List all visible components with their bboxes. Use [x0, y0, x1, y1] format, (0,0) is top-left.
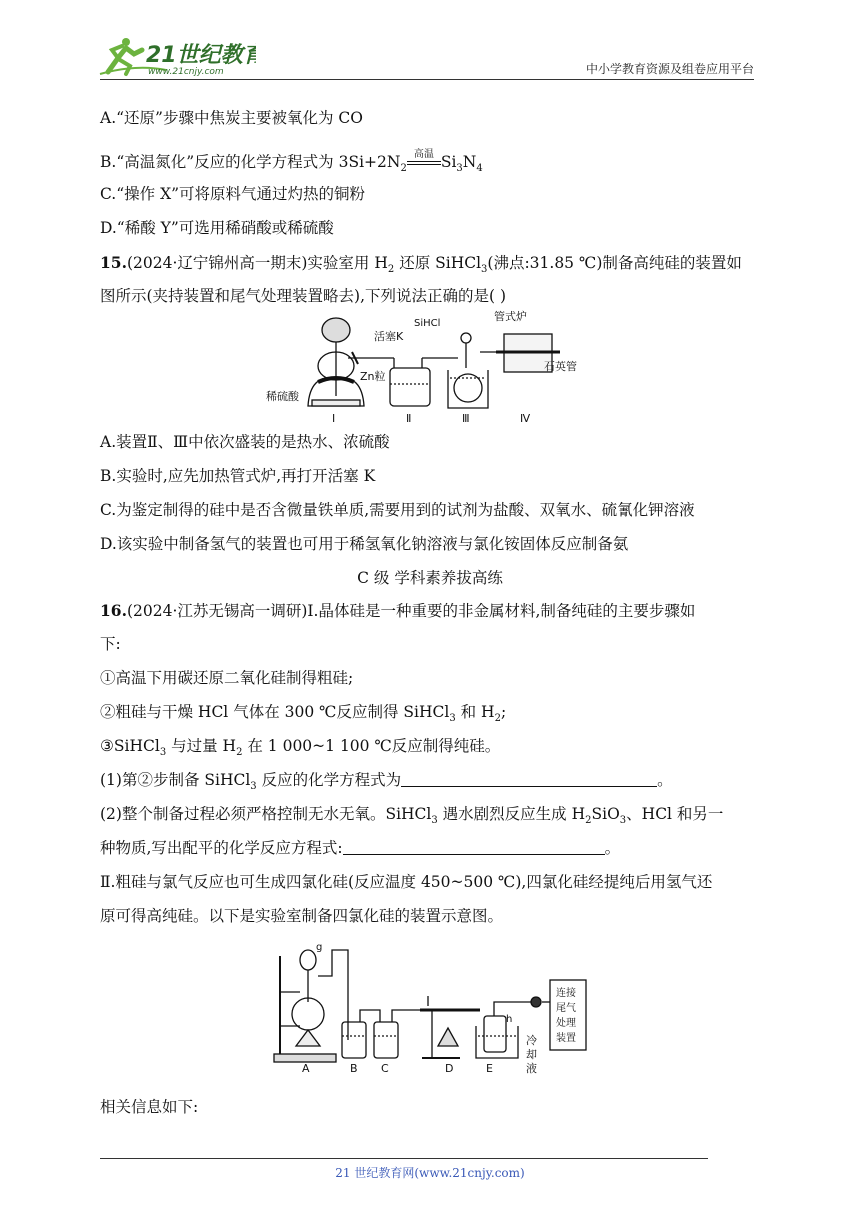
q15-option-b: B.实验时,应先加热管式炉,再打开活塞 K	[100, 467, 376, 485]
label-A: A	[302, 1062, 310, 1075]
q15-option-c: C.为鉴定制得的硅中是否含微量铁单质,需要用到的试剂为盐酸、双氧水、硫氰化钾溶液	[100, 501, 695, 519]
label-valve-k: 活塞K	[374, 330, 404, 343]
label-C: C	[381, 1062, 389, 1075]
q16-step-2: ②粗硅与干燥 HCl 气体在 300 ℃反应制得 SiHCl$_3$ 和 $H_2$;	[100, 703, 507, 725]
q14-option-b: B.“高温氮化”反应的化学方程式为 $3Si+2N_2$ 高温 $Si_3N_4$	[100, 149, 483, 175]
label-tail-4: 装置	[556, 1033, 576, 1044]
section-title: C 级 学科素养拔高练	[357, 569, 503, 587]
q16-part-1: (1)第②步制备 SiHCl$_3$ 反应的化学方程式为 。	[100, 771, 673, 793]
label-dilute-sulfuric: 稀硫酸	[266, 390, 299, 403]
footer-text: 21 世纪教育网(www.21cnjy.com)	[335, 1166, 525, 1180]
logo-url: www.21cnjy.com	[148, 67, 224, 77]
q15-option-d: D.该实验中制备氢气的装置也可用于稀氢氧化钠溶液与氯化铵固体反应制备氨	[100, 535, 629, 553]
label-IV: Ⅳ	[520, 412, 531, 425]
q14-option-d: D.“稀酸 Y”可选用稀硝酸或稀硫酸	[100, 219, 334, 237]
label-E: E	[486, 1062, 493, 1075]
header-divider	[100, 79, 754, 80]
q15-stem-line2: 图所示(夹持装置和尾气处理装置略去),下列说法正确的是( )	[100, 287, 507, 305]
label-D: D	[445, 1062, 454, 1075]
label-quartz-tube: 石英管	[544, 360, 577, 373]
q16-part-2-line2: 种物质,写出配平的化学反应方程式: 。	[100, 839, 621, 857]
label-tail-3: 处理	[556, 1018, 576, 1029]
platform-name: 中小学教育资源及组卷应用平台	[585, 62, 754, 76]
q16-info-label: 相关信息如下:	[100, 1098, 199, 1116]
footer-divider	[100, 1158, 708, 1159]
label-B: B	[350, 1062, 358, 1075]
q16-step-3: ③SiHCl$_3$ 与过量 $H_2$ 在 1 000~1 100 ℃反应制得纯硅。	[100, 737, 501, 759]
q16-part-II-line1: Ⅱ.粗硅与氯气反应也可生成四氯化硅(反应温度 450~500 ℃),四氯化硅经提纯后用氢气还	[100, 873, 713, 891]
label-II: Ⅱ	[406, 412, 412, 425]
label-cool-3: 液	[526, 1062, 537, 1075]
label-III: Ⅲ	[462, 412, 470, 425]
condition-high-temp: 高温	[407, 153, 441, 169]
logo-main: 21世纪教育	[146, 43, 256, 68]
q16-part-II-line2: 原可得高纯硅。以下是实验室制备四氯化硅的装置示意图。	[100, 907, 504, 925]
label-g: g	[316, 942, 323, 953]
label-cool-1: 冷	[526, 1034, 537, 1047]
q15-apparatus-figure	[262, 308, 602, 426]
q16-step-1: ①高温下用碳还原二氧化硅制得粗硅;	[100, 669, 354, 687]
label-h: h	[506, 1014, 513, 1025]
label-tail-2: 尾气	[556, 1003, 576, 1014]
header-logo	[96, 34, 256, 78]
label-tail-1: 连接	[556, 988, 576, 999]
label-cool-2: 却	[526, 1048, 537, 1061]
answer-blank-2[interactable]	[343, 838, 605, 855]
q14-option-c: C.“操作 X”可将原料气通过灼热的铜粉	[100, 185, 366, 203]
q16-part-2-line1: (2)整个制备过程必须严格控制无水无氧。SiHCl$_3$ 遇水剧烈反应生成 $H_2SiO_3$、HCl 和另一	[100, 805, 724, 827]
q16-stem-line2: 下:	[100, 635, 121, 653]
q16-apparatus-figure	[270, 936, 590, 1076]
answer-blank-1[interactable]	[401, 770, 657, 787]
q15-stem-line1: 15.(2024·辽宁锦州高一期末)实验室用 $H_2$ 还原 SiHCl$_3$(沸点:31.85 ℃)制备高纯硅的装置如	[100, 253, 742, 276]
label-zn: Zn粒	[360, 370, 386, 383]
label-sihcl3: SiHCl	[414, 318, 441, 329]
q16-stem-line1: 16.(2024·江苏无锡高一调研)Ⅰ.晶体硅是一种重要的非金属材料,制备纯硅的主要步骤如	[100, 601, 696, 620]
label-tube-furnace: 管式炉	[494, 310, 527, 323]
label-I: Ⅰ	[332, 412, 336, 425]
q15-option-a: A.装置Ⅱ、Ⅲ中依次盛装的是热水、浓硫酸	[100, 433, 390, 451]
q14-option-a: A.“还原”步骤中焦炭主要被氧化为 CO	[100, 109, 363, 127]
